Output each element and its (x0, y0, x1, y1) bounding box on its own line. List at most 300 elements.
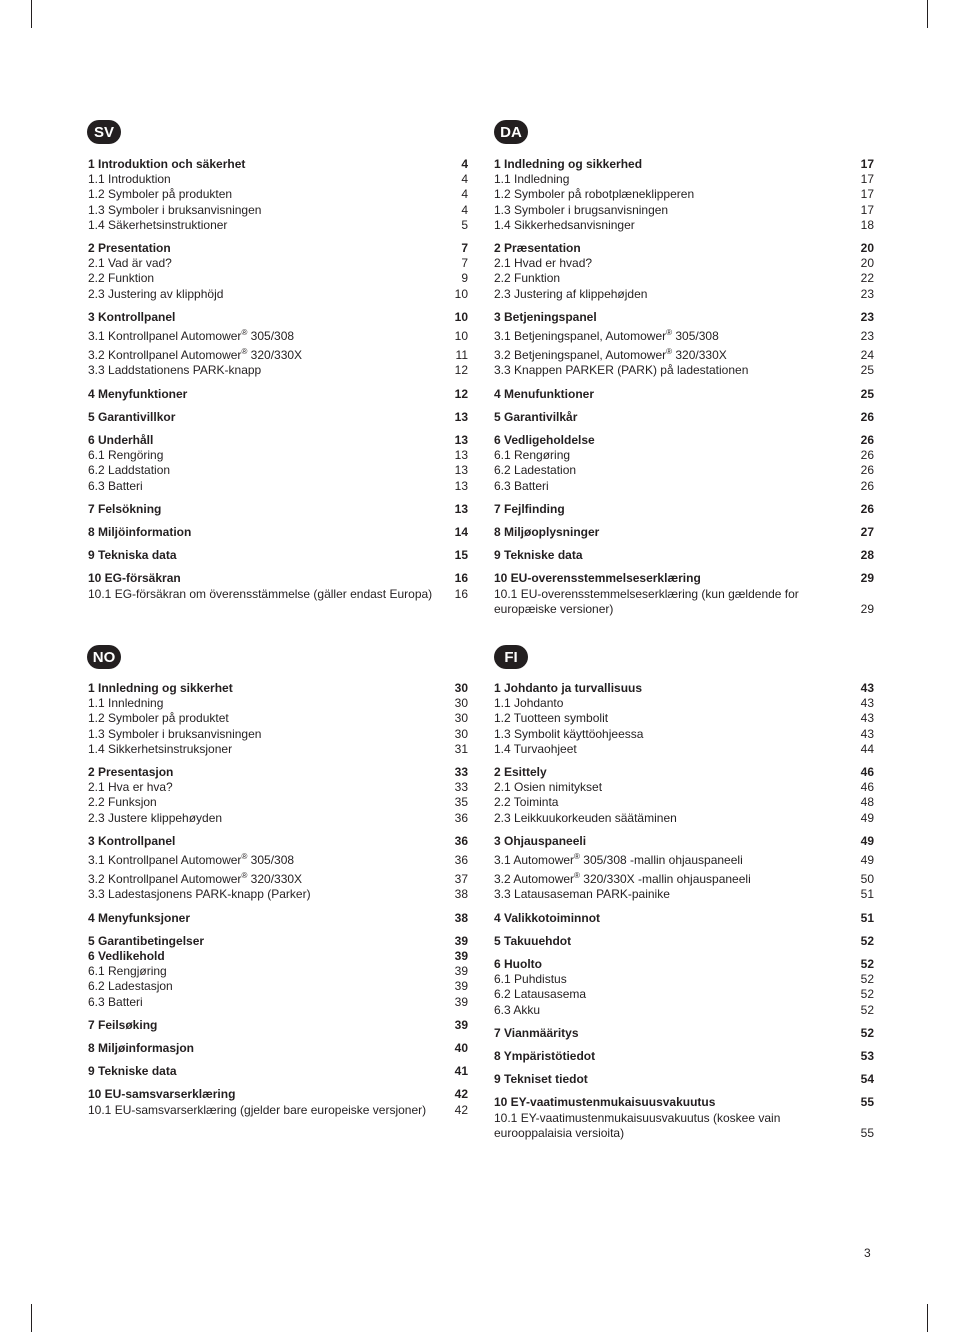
toc-heading (494, 410, 874, 425)
toc-group (88, 525, 468, 540)
toc-title: 10 EG-försäkran (88, 571, 181, 586)
toc-page-number: 26 (860, 463, 874, 478)
toc-page-number: 46 (860, 780, 874, 795)
toc-page-number: 26 (860, 448, 874, 463)
toc-title: 4 Menufunktioner (494, 386, 595, 401)
toc-entry (494, 448, 874, 463)
toc-title: 6.3 Batteri (88, 994, 143, 1009)
toc-entry (88, 363, 468, 378)
toc-entry (494, 742, 874, 757)
toc-entry (494, 987, 874, 1002)
toc-group (494, 571, 874, 617)
toc-title: 1.3 Symbolit käyttöohjeessa (494, 726, 644, 741)
toc-entry (88, 696, 468, 711)
toc-group (88, 157, 468, 233)
toc-entry (88, 979, 468, 994)
toc-page-number: 15 (454, 548, 468, 563)
toc-page-number: 11 (455, 348, 468, 363)
toc-entry (494, 1111, 874, 1141)
toc-page-number: 23 (860, 329, 874, 344)
toc-heading (88, 911, 468, 926)
toc-title: 8 Miljøinformasjon (88, 1041, 195, 1056)
toc-title: 2.3 Justering av klipphöjd (88, 286, 224, 301)
toc-entry (88, 172, 468, 187)
toc-title: 1.1 Introduktion (88, 172, 171, 187)
toc-group (88, 911, 468, 926)
toc-entry (494, 172, 874, 187)
toc-page-number: 43 (860, 696, 874, 711)
toc-page-number: 12 (454, 363, 468, 378)
toc-page-number: 25 (860, 363, 874, 378)
toc-group (494, 834, 874, 903)
language-badge-fi: FI (494, 645, 528, 669)
toc-title: 8 Miljøoplysninger (494, 525, 600, 540)
toc-group (494, 1026, 874, 1041)
toc-group (88, 1087, 468, 1117)
toc-title: 1.4 Turvaohjeet (494, 741, 577, 756)
toc-title: 10.1 EY-vaatimustenmukaisuusvakuutus (koskee vain eurooppalaisia versioita) (494, 1110, 781, 1140)
toc-entry (88, 795, 468, 810)
toc-title: 1.2 Symboler på produkten (88, 187, 233, 202)
toc-page-number: 22 (860, 271, 874, 286)
toc-title: 3.3 Knappen PARKER (PARK) på ladestationen (494, 363, 749, 378)
toc-page-number: 51 (860, 910, 874, 925)
toc-entry (494, 287, 874, 302)
toc-title: 8 Ympäristötiedot (494, 1049, 596, 1064)
toc-title: 3.1 Automower® 305/308 -mallin ohjauspaneeli (494, 852, 743, 868)
toc-title: 5 Garantibetingelser (88, 933, 205, 948)
toc-title: 1.3 Symboler i brugsanvisningen (494, 202, 669, 217)
toc-group (494, 957, 874, 1018)
toc-heading (88, 1018, 468, 1033)
toc-page-number: 4 (461, 202, 468, 217)
toc-heading (494, 934, 874, 949)
toc-entry (494, 727, 874, 742)
toc-entry (494, 795, 874, 810)
toc-heading (494, 1026, 874, 1041)
toc-title: 1.1 Indledning (494, 172, 570, 187)
toc-group (88, 1064, 468, 1079)
toc-entry (88, 887, 468, 902)
toc-title: 3.1 Betjeningspanel, Automower® 305/308 (494, 328, 719, 344)
crop-mark-bottom-left (31, 1304, 32, 1332)
toc-heading (88, 548, 468, 563)
toc-group (88, 433, 468, 494)
toc-title: 2.1 Hvad er hvad? (494, 256, 593, 271)
toc-page-number: 4 (461, 187, 468, 202)
toc-title: 1 Johdanto ja turvallisuus (494, 681, 643, 695)
toc-title: 2.3 Justere klippehøyden (88, 810, 223, 825)
toc-page-number: 38 (454, 887, 468, 902)
toc-entry (494, 849, 874, 868)
toc-entry (88, 344, 468, 363)
toc-group (88, 310, 468, 379)
toc-page-number: 10 (454, 309, 468, 324)
toc-page-number: 39 (454, 933, 468, 948)
toc-page-number: 17 (860, 187, 874, 202)
toc-heading (88, 157, 468, 172)
toc-entry (88, 727, 468, 742)
toc-entry (88, 1103, 468, 1118)
toc-page-number: 13 (454, 433, 468, 448)
toc-title: 7 Fejlfinding (494, 501, 565, 516)
toc-title: 10 EU-overensstemmelseserklæring (494, 571, 701, 586)
toc-page-number: 23 (860, 286, 874, 301)
toc-page-number: 28 (860, 548, 874, 563)
toc-page-number: 30 (454, 681, 468, 695)
toc-title: 2.2 Funktion (494, 271, 561, 286)
toc-group (88, 502, 468, 517)
toc-group (494, 310, 874, 379)
toc-title: 6.3 Batteri (494, 478, 549, 493)
toc-entry (494, 780, 874, 795)
toc-page-number: 29 (860, 601, 874, 616)
toc-page-number: 7 (461, 241, 468, 256)
toc-entry (88, 218, 468, 233)
crop-mark-top-right (927, 0, 928, 28)
toc-page-number: 18 (860, 217, 874, 232)
toc-page-number: 42 (454, 1087, 468, 1102)
toc-group (494, 241, 874, 302)
toc-heading (88, 571, 468, 586)
toc-page-number: 49 (860, 833, 874, 848)
toc-group (494, 433, 874, 494)
toc-da (494, 157, 874, 625)
toc-title: 1.1 Johdanto (494, 696, 564, 711)
toc-entry (88, 287, 468, 302)
toc-heading (88, 834, 468, 849)
toc-page-number: 12 (454, 386, 468, 401)
toc-page-number: 13 (454, 501, 468, 516)
toc-group (494, 934, 874, 949)
toc-title: 1.2 Symboler på produktet (88, 711, 229, 726)
toc-page-number: 10 (454, 329, 468, 344)
toc-page-number: 52 (860, 1002, 874, 1017)
toc-heading (88, 241, 468, 256)
toc-heading (88, 934, 468, 949)
toc-title: 4 Menyfunktioner (88, 386, 188, 401)
toc-title: 8 Miljöinformation (88, 525, 192, 540)
toc-title: 3 Betjeningspanel (494, 309, 597, 324)
toc-title: 1.1 Innledning (88, 696, 164, 711)
toc-heading (494, 1049, 874, 1064)
toc-page-number: 16 (454, 571, 468, 586)
toc-page-number: 4 (461, 172, 468, 187)
toc-title: 10.1 EG-försäkran om överensstämmelse (gäller endast Europa) (88, 586, 433, 601)
toc-title: 2 Præsentation (494, 241, 581, 256)
toc-page-number: 7 (461, 256, 468, 271)
toc-entry (494, 696, 874, 711)
toc-page-number: 13 (454, 409, 468, 424)
toc-page-number: 30 (454, 696, 468, 711)
toc-heading (88, 1041, 468, 1056)
toc-title: 10 EY-vaatimustenmukaisuusvakuutus (494, 1095, 716, 1110)
toc-group (494, 157, 874, 233)
toc-entry (88, 479, 468, 494)
toc-title: 2.1 Hva er hva? (88, 780, 173, 795)
toc-group (494, 1095, 874, 1141)
toc-title: 10.1 EU-overensstemmelseserklæring (kun gældende for europæiske versioner) (494, 586, 799, 616)
toc-page-number: 17 (860, 157, 874, 171)
toc-title: 1 Innledning og sikkerhet (88, 681, 233, 695)
toc-title: 3.3 Latausaseman PARK-painike (494, 887, 670, 902)
toc-title: 3.1 Kontrollpanel Automower® 305/308 (88, 328, 295, 344)
toc-page-number: 13 (454, 448, 468, 463)
toc-title: 1.4 Sikkerhetsinstruksjoner (88, 741, 233, 756)
toc-entry (88, 780, 468, 795)
toc-title: 1.2 Tuotteen symbolit (494, 711, 609, 726)
toc-title: 3.2 Kontrollpanel Automower® 320/330X (88, 871, 303, 887)
toc-heading (88, 433, 468, 448)
toc-title: 1.2 Symboler på robotplæneklipperen (494, 187, 695, 202)
toc-heading (494, 241, 874, 256)
toc-page-number: 43 (860, 681, 874, 695)
toc-page-number: 36 (454, 810, 468, 825)
toc-entry (88, 187, 468, 202)
toc-heading (494, 310, 874, 325)
toc-group (494, 765, 874, 826)
toc-heading (88, 387, 468, 402)
toc-page-number: 39 (454, 949, 468, 964)
toc-page-number: 48 (860, 795, 874, 810)
toc-entry (494, 479, 874, 494)
toc-entry (88, 742, 468, 757)
toc-group (88, 410, 468, 425)
toc-page-number: 29 (860, 571, 874, 586)
toc-title: 6.2 Laddstation (88, 463, 171, 478)
toc-title: 1.4 Sikkerhedsanvisninger (494, 217, 635, 232)
toc-page-number: 4 (461, 157, 468, 171)
toc-heading (494, 681, 874, 696)
toc-page-number: 20 (860, 241, 874, 256)
toc-title: 6.2 Ladestasjon (88, 979, 173, 994)
toc-title: 9 Tekniske data (494, 548, 583, 563)
toc-page-number: 52 (860, 987, 874, 1002)
toc-page-number: 16 (454, 586, 468, 601)
toc-heading (494, 433, 874, 448)
toc-title: 5 Takuuehdot (494, 933, 572, 948)
toc-entry (494, 868, 874, 887)
toc-entry (494, 363, 874, 378)
toc-heading (494, 502, 874, 517)
toc-entry (88, 587, 468, 602)
toc-entry (494, 187, 874, 202)
toc-group (494, 502, 874, 517)
toc-title: 4 Valikkotoiminnot (494, 910, 601, 925)
toc-title: 3.3 Laddstationens PARK-knapp (88, 363, 262, 378)
toc-entry (88, 711, 468, 726)
toc-title: 10.1 EU-samsvarserklæring (gjelder bare europeiske versjoner) (88, 1102, 427, 1117)
toc-page-number: 39 (454, 994, 468, 1009)
toc-entry (494, 203, 874, 218)
toc-page-number: 26 (860, 501, 874, 516)
toc-group (494, 387, 874, 402)
toc-page-number: 33 (454, 765, 468, 780)
toc-page-number: 30 (454, 711, 468, 726)
toc-entry (494, 887, 874, 902)
toc-page-number: 20 (860, 256, 874, 271)
page-number: 3 (864, 1246, 871, 1260)
toc-group (88, 934, 468, 1010)
toc-entry (494, 325, 874, 344)
toc-page-number: 50 (860, 872, 874, 887)
toc-title: 3.3 Ladestasjonens PARK-knapp (Parker) (88, 887, 311, 902)
toc-title: 7 Vianmääritys (494, 1025, 579, 1040)
toc-title: 9 Tekniset tiedot (494, 1072, 588, 1087)
toc-page-number: 36 (454, 853, 468, 868)
toc-page-number: 30 (454, 726, 468, 741)
toc-page-number: 52 (860, 1025, 874, 1040)
toc-title: 2.2 Funksjon (88, 795, 157, 810)
toc-page-number: 27 (860, 525, 874, 540)
toc-title: 5 Garantivilkår (494, 409, 578, 424)
toc-page-number: 55 (860, 1095, 874, 1110)
toc-heading (88, 502, 468, 517)
toc-page-number: 23 (860, 309, 874, 324)
toc-title: 2.2 Toiminta (494, 795, 559, 810)
toc-entry (88, 811, 468, 826)
toc-page-number: 24 (860, 348, 874, 363)
toc-page-number: 9 (461, 271, 468, 286)
toc-page-number: 13 (454, 463, 468, 478)
toc-heading (88, 1087, 468, 1102)
toc-title: 1.4 Säkerhetsinstruktioner (88, 217, 228, 232)
toc-page-number: 49 (860, 853, 874, 868)
toc-group (88, 1018, 468, 1033)
toc-page-number: 35 (454, 795, 468, 810)
toc-heading (88, 410, 468, 425)
toc-page-number: 53 (860, 1049, 874, 1064)
toc-page-number: 51 (860, 887, 874, 902)
toc-title: 2.1 Vad är vad? (88, 256, 172, 271)
toc-heading (494, 525, 874, 540)
toc-page-number: 38 (454, 910, 468, 925)
toc-group (88, 387, 468, 402)
toc-page-number: 26 (860, 409, 874, 424)
toc-entry (88, 256, 468, 271)
toc-title: 9 Tekniska data (88, 548, 177, 563)
toc-title: 10 EU-samsvarserklæring (88, 1087, 236, 1102)
toc-title: 3.1 Kontrollpanel Automower® 305/308 (88, 852, 295, 868)
toc-entry (494, 344, 874, 363)
toc-page-number: 39 (454, 1017, 468, 1032)
crop-mark-bottom-right (927, 1304, 928, 1332)
toc-page-number: 10 (454, 286, 468, 301)
toc-group (494, 548, 874, 563)
toc-title: 6.2 Ladestation (494, 463, 577, 478)
toc-page-number: 17 (860, 172, 874, 187)
toc-title: 2 Esittely (494, 765, 547, 780)
toc-title: 2.3 Leikkuukorkeuden säätäminen (494, 810, 677, 825)
toc-page-number: 26 (860, 478, 874, 493)
toc-title: 2 Presentasjon (88, 765, 174, 780)
toc-title: 2.1 Osien nimitykset (494, 780, 603, 795)
toc-page-number: 43 (860, 711, 874, 726)
toc-page-number: 37 (454, 872, 468, 887)
toc-page-number: 44 (860, 741, 874, 756)
toc-entry (88, 325, 468, 344)
toc-page-number: 55 (860, 1125, 874, 1140)
toc-page-number: 41 (454, 1064, 468, 1079)
toc-page-number: 49 (860, 810, 874, 825)
toc-title: 2.3 Justering af klippehøjden (494, 286, 648, 301)
toc-page-number: 26 (860, 433, 874, 448)
toc-title: 7 Feilsøking (88, 1017, 158, 1032)
toc-sv (88, 157, 468, 610)
toc-title: 5 Garantivillkor (88, 409, 176, 424)
toc-page-number: 39 (454, 964, 468, 979)
toc-heading (494, 765, 874, 780)
toc-page-number: 52 (860, 933, 874, 948)
toc-heading (88, 310, 468, 325)
toc-group (494, 525, 874, 540)
toc-heading (88, 1064, 468, 1079)
toc-title: 6 Huolto (494, 957, 542, 972)
language-badge-sv: SV (87, 120, 121, 144)
toc-title: 3 Kontrollpanel (88, 833, 176, 848)
toc-heading (88, 765, 468, 780)
toc-title: 6.1 Puhdistus (494, 972, 567, 987)
toc-entry (88, 868, 468, 887)
toc-heading (494, 957, 874, 972)
toc-title: 7 Felsökning (88, 501, 162, 516)
toc-group (88, 548, 468, 563)
toc-heading (494, 157, 874, 172)
toc-title: 6.1 Rengøring (494, 448, 571, 463)
language-badge-da: DA (494, 120, 528, 144)
toc-entry (494, 811, 874, 826)
toc-entry (88, 995, 468, 1010)
toc-group (88, 1041, 468, 1056)
toc-title: 6 Vedlikehold (88, 949, 165, 964)
toc-title: 6 Underhåll (88, 433, 154, 448)
toc-heading (494, 911, 874, 926)
toc-entry (88, 271, 468, 286)
toc-group (494, 1049, 874, 1064)
toc-heading (494, 1095, 874, 1110)
toc-title: 2 Presentation (88, 241, 171, 256)
toc-title: 6 Vedligeholdelse (494, 433, 595, 448)
toc-page-number: 33 (454, 780, 468, 795)
language-badge-no: NO (87, 645, 121, 669)
toc-title: 2.2 Funktion (88, 271, 155, 286)
toc-entry (88, 203, 468, 218)
toc-page-number: 25 (860, 386, 874, 401)
toc-title: 3.2 Betjeningspanel, Automower® 320/330X (494, 347, 727, 363)
crop-mark-top-left (31, 0, 32, 28)
toc-title: 6.3 Akku (494, 1002, 541, 1017)
toc-title: 3 Kontrollpanel (88, 309, 176, 324)
toc-entry (494, 218, 874, 233)
toc-page-number: 40 (454, 1041, 468, 1056)
toc-group (494, 681, 874, 757)
toc-title: 1.3 Symboler i bruksanvisningen (88, 202, 262, 217)
toc-heading (494, 571, 874, 586)
toc-group (88, 681, 468, 757)
toc-page-number: 46 (860, 765, 874, 780)
toc-page-number: 13 (454, 478, 468, 493)
toc-title: 1 Indledning og sikkerhed (494, 157, 643, 171)
toc-page-number: 31 (454, 741, 468, 756)
toc-heading (494, 1072, 874, 1087)
toc-group (494, 1072, 874, 1087)
toc-title: 6.1 Rengöring (88, 448, 164, 463)
toc-group (88, 834, 468, 903)
toc-page-number: 39 (454, 979, 468, 994)
toc-heading (88, 525, 468, 540)
toc-page-number: 43 (860, 726, 874, 741)
toc-title: 3 Ohjauspaneeli (494, 833, 587, 848)
